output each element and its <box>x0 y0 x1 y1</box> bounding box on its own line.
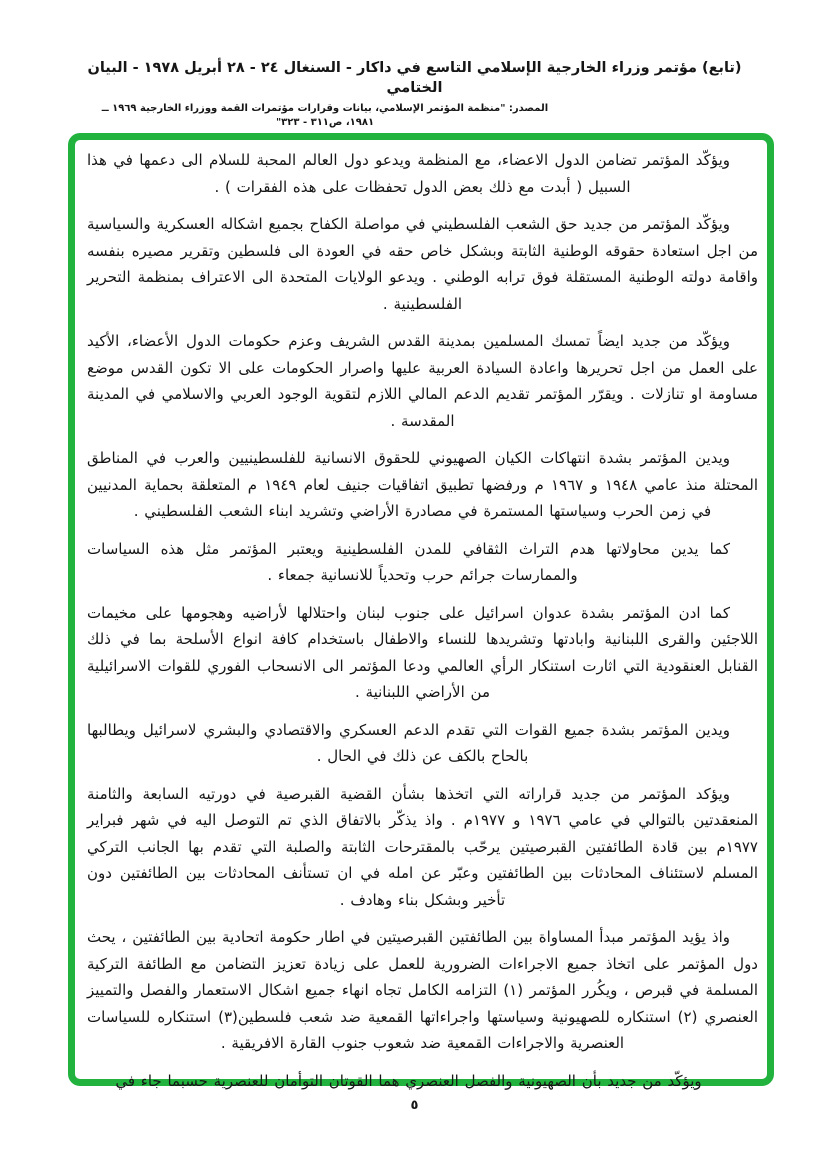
page-number: ٥ <box>410 1098 419 1113</box>
paragraph: كما ادن المؤتمر بشدة عدوان اسرائيل على جنوب لبنان واحتلالها لأراضيه وهجومها على مخيمات اللاجئين والقرى اللبنانية وابادتها وتشريدها للنساء والاطفال باستخدام كافة انواع الأسلحة بما في ذلك القنابل العنقودية التي اثارت استنكار الرأي العالمي ودعا المؤتمر الى الانسحاب الفوري للقوات الاسرائيلية من الأراضي اللبنانية . <box>87 603 758 701</box>
paragraph: ويدين المؤتمر بشدة انتهاكات الكيان الصهيوني للحقوق الانسانية للفلسطينيين والعرب في المناطق المحتلة منذ عامي ١٩٤٨ و ١٩٦٧ م ورفضها تطبيق اتفاقيات جنيف لعام ١٩٤٩ م المتعلقة بحماية المدنيين في زمن الحرب وسياستها المستمرة في مصادرة الأراضي وتشريد ابناء الشعب الفلسطيني . <box>87 449 758 520</box>
paragraph: ويؤكّد من جديد ايضاً تمسك المسلمين بمدينة القدس الشريف وعزم حكومات الدول الأعضاء، الأكيد على العمل من اجل تحريرها واعادة السيادة العربية عليها واصرار الحكومات على الا تكون القدس موضع مساومة او تنازلات . ويقرّر المؤتمر تقديم الدعم المالي اللازم لتقوية الوجود العربي والاسلامي في المدينة المقدسة . <box>87 332 758 430</box>
paragraph: واذ يؤيد المؤتمر مبدأ المساواة بين الطائفتين القبرصيتين في اطار حكومة اتحادية بين الطائفتين ، يحث دول المؤتمر على اتخاذ جميع الاجراءات الضرورية للعمل على زيادة تعزيز التضامن مع الطائفة التركية المسلمة في قبرص ، ويكُرر المؤتمر (١) التزامه الكامل تجاه انهاء جميع اشكال الاستعمار والفصل والتمييز العنصري (٢) استنكاره للصهيونية وسياستها واجراءاتها القمعية ضد شعب فلسطين(٣) استنكاره للسياسات العنصرية والاجراءات القمعية ضد شعوب جنوب القارة الافريقية . <box>87 928 758 1052</box>
paragraph: ويؤكّد المؤتمر من جديد حق الشعب الفلسطيني في مواصلة الكفاح بجميع اشكاله العسكرية والسياسية من اجل استعادة حقوقه الوطنية الثابتة وبشكل خاص حقه في العودة الى فلسطين وتقرير مصيره بنفسه واقامة دولته الوطنية المستقلة فوق ترابه الوطني . ويدعو الولايات المتحدة الى الاعتراف بمنظمة التحرير الفلسطينية . <box>87 215 758 313</box>
document-body <box>75 140 767 1090</box>
paragraph: ويؤكّد من جديد بأن الصهيونية والفصل العنصري هما القوتان التوأمان للعنصرية حسبما جاء في <box>115 1071 702 1090</box>
paragraph: ويؤكد المؤتمر من جديد قراراته التي اتخذها بشأن القضية القبرصية في دورتيه السابعة والثامنة المنعقدتين بالتوالي في عامي ١٩٧٦ و ١٩٧٧م . واذ يذكّر بالاتفاق الذي تم التوصل اليه في شهر فبراير ١٩٧٧م بين قادة الطائفتين القبرصيتين يرحّب بالمقترحات الثابتة والصلبة التي تقدم بها الجانب التركي المسلم لاستئناف المحادثات بين الطائفتين وعبّر عن امله في ان تستأنف المحادثات بين الطائفتين دون تأخير وبشكل بناء وهادف . <box>87 784 759 909</box>
paragraph: كما يدين محاولاتها هدم التراث الثقافي للمدن الفلسطينية ويعتبر المؤتمر مثل هذه السياسات والممارسات جرائم حرب وتحدياً للانسانية جمعاء . <box>87 539 730 584</box>
document-source-citation: المصدر: "منظمة المؤتمر الإسلامي، بيانات وقرارات مؤتمرات القمة ووزراء الخارجية ١٩٦٩ ــ ١٩٨١، ص٣١١ - ٣٢٣" <box>101 103 549 128</box>
paragraph: ويدين المؤتمر بشدة جميع القوات التي تقدم الدعم العسكري والاقتصادي والبشري لاسرائيل ويطالبها بالحاح بالكف عن ذلك في الحال . <box>87 720 730 765</box>
paragraph: ويؤكّد المؤتمر تضامن الدول الاعضاء، مع المنظمة ويدعو دول العالم المحبة للسلام الى دعمها في هذا السبيل ( أبدت مع ذلك بعض الدول تحفظات على هذه الفقرات ) . <box>87 151 730 196</box>
green-highlight-frame <box>68 133 774 1090</box>
document-header <box>0 58 829 130</box>
document-title: (تابع) مؤتمر وزراء الخارجية الإسلامي التاسع في داكار - السنغال ٢٤ - ٢٨ أبريل ١٩٧٨ - البيان الختامي <box>87 60 742 96</box>
